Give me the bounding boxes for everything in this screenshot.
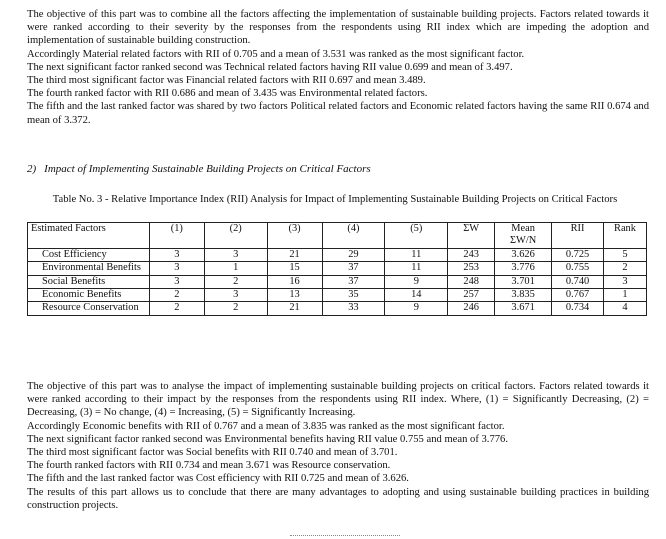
paragraph: Accordingly Material related factors with RII of 0.705 and a mean of 3.531 was ranked as the most significant factor. xyxy=(27,48,525,60)
table-cell: 11 xyxy=(385,262,448,275)
table-cell: 243 xyxy=(448,248,495,261)
table-cell: 2 xyxy=(149,289,204,302)
section-number: 2) xyxy=(27,163,37,175)
table-cell: 248 xyxy=(448,275,495,288)
table-cell: 16 xyxy=(267,275,322,288)
table-row xyxy=(28,275,647,288)
table-cell: 0.725 xyxy=(552,248,604,261)
paragraph: The fifth and the last ranked factor was shared by two factors Political related factors and Economic related factors having the same RII 0.674 and mean of 3.372. xyxy=(27,101,649,126)
table-cell: 29 xyxy=(322,248,385,261)
table-cell: 35 xyxy=(322,289,385,302)
table-cell: 15 xyxy=(267,262,322,275)
factor-cell: Economic Benefits xyxy=(28,289,150,302)
table-row xyxy=(28,289,647,302)
table-cell: 3.835 xyxy=(495,289,552,302)
table-cell: 21 xyxy=(267,248,322,261)
factor-cell: Resource Conservation xyxy=(28,302,150,315)
table-caption: Table No. 3 - Relative Importance Index (RII) Analysis for Impact of Implementing Sustainable Building Projects on Critical Factors xyxy=(52,194,618,205)
table-row xyxy=(28,302,647,315)
table-cell: 3.671 xyxy=(495,302,552,315)
table-cell: 3 xyxy=(603,275,646,288)
column-header: Estimated Factors xyxy=(28,223,150,249)
table-cell: 9 xyxy=(385,275,448,288)
table-cell: 4 xyxy=(603,302,646,315)
paragraph: The fourth ranked factors with RII 0.734 and mean 3.671 was Resource conservation. xyxy=(27,460,391,472)
table-cell: 13 xyxy=(267,289,322,302)
table-cell: 1 xyxy=(603,289,646,302)
table-cell: 2 xyxy=(149,302,204,315)
column-header: (3) xyxy=(267,223,322,249)
factor-cell: Social Benefits xyxy=(28,275,150,288)
paragraph: The fourth ranked factor with RII 0.686 and mean of 3.435 was Environmental related factors. xyxy=(27,88,428,100)
paragraph: The fifth and the last ranked factor was Cost efficiency with RII 0.725 and mean of 3.626. xyxy=(27,473,409,485)
column-header: (5) xyxy=(385,223,448,249)
table-cell: 0.755 xyxy=(552,262,604,275)
rii-table xyxy=(27,222,647,316)
table-cell: 1 xyxy=(204,262,267,275)
paragraph: The third most significant factor was Social benefits with RII 0.740 and mean of 3.701. xyxy=(27,447,398,459)
table-cell: 3.626 xyxy=(495,248,552,261)
column-header: (2) xyxy=(204,223,267,249)
column-header: RII xyxy=(552,223,604,249)
table-row xyxy=(28,248,647,261)
table-cell: 11 xyxy=(385,248,448,261)
paragraph: The objective of this part was to analyse the impact of implementing sustainable building projects on critical factors. Factors related towards it were ranked according to their impact by the responses from the respondents using RII index. Where, (1) = Significantly Decreasing, (2) = Decreasing, (3) = No change, (4) = Increasing, (5) = Significantly Increasing. xyxy=(27,381,649,419)
paragraph: The objective of this part was to combine all the factors affecting the implementation of sustainable building projects. Factors related towards it were ranked according to their severity by the responses from the respondents using RII index which are impeding the adoption and implementation of sustainable building construction. xyxy=(27,9,649,47)
factor-cell: Environmental Benefits xyxy=(28,262,150,275)
table-cell: 3.701 xyxy=(495,275,552,288)
table-cell: 3 xyxy=(204,289,267,302)
column-header: ΣW xyxy=(448,223,495,249)
table-cell: 37 xyxy=(322,275,385,288)
bottom-text-block xyxy=(27,380,649,512)
table-cell: 3 xyxy=(204,248,267,261)
column-header: (4) xyxy=(322,223,385,249)
cropped-footer-line xyxy=(290,535,400,539)
table-row xyxy=(28,262,647,275)
table-cell: 253 xyxy=(448,262,495,275)
table-cell: 0.734 xyxy=(552,302,604,315)
column-header: (1) xyxy=(149,223,204,249)
paragraph: The next significant factor ranked second was Environmental benefits having RII value 0.755 and mean of 3.776. xyxy=(27,433,508,445)
section-title: Impact of Implementing Sustainable Building Projects on Critical Factors xyxy=(44,163,371,175)
table-cell: 3 xyxy=(149,248,204,261)
table-cell: 14 xyxy=(385,289,448,302)
table-cell: 3.776 xyxy=(495,262,552,275)
table-cell: 37 xyxy=(322,262,385,275)
table-cell: 3 xyxy=(149,275,204,288)
table-cell: 0.767 xyxy=(552,289,604,302)
section-heading xyxy=(27,163,379,175)
table-cell: 0.740 xyxy=(552,275,604,288)
table-cell: 2 xyxy=(204,275,267,288)
paragraph: Accordingly Economic benefits with RII of 0.767 and a mean of 3.835 was ranked as the most significant factor. xyxy=(27,420,505,432)
table-cell: 257 xyxy=(448,289,495,302)
paragraph: The results of this part allows us to conclude that there are many advantages to adopting and using sustainable building practices in building construction projects. xyxy=(27,486,649,511)
column-header: Rank xyxy=(603,223,646,249)
table-cell: 246 xyxy=(448,302,495,315)
paragraph: The third most significant factor was Financial related factors with RII 0.697 and mean 3.489. xyxy=(27,75,426,87)
table-cell: 2 xyxy=(204,302,267,315)
table-cell: 21 xyxy=(267,302,322,315)
table-cell: 9 xyxy=(385,302,448,315)
table-cell: 5 xyxy=(603,248,646,261)
table-cell: 3 xyxy=(149,262,204,275)
table-cell: 2 xyxy=(603,262,646,275)
paragraph: The next significant factor ranked second was Technical related factors having RII value 0.699 and mean of 3.497. xyxy=(27,61,513,73)
column-header: Mean ΣW/N xyxy=(495,223,552,249)
table-header-row xyxy=(28,223,647,249)
top-text-block xyxy=(27,8,649,127)
factor-cell: Cost Efficiency xyxy=(28,248,150,261)
table-cell: 33 xyxy=(322,302,385,315)
